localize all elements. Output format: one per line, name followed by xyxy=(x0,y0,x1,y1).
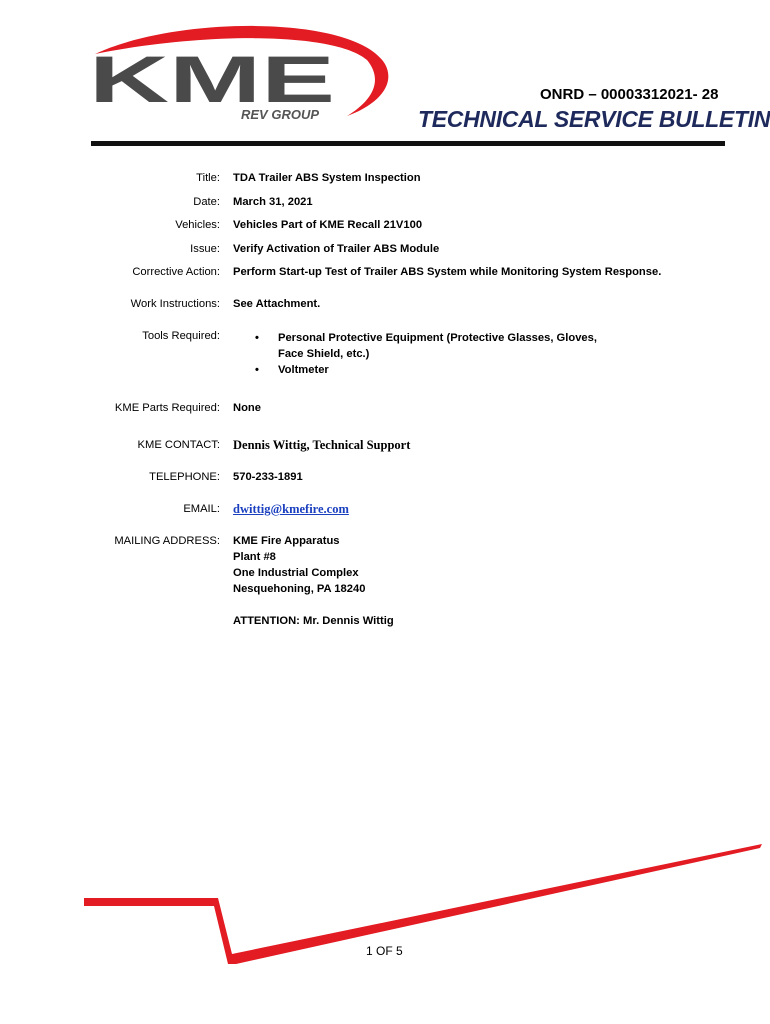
tools-list xyxy=(250,330,608,378)
email-link[interactable]: dwittig@kmefire.com xyxy=(233,502,349,516)
contact-label: KME CONTACT: xyxy=(137,439,220,451)
address-line-2: Plant #8 xyxy=(233,551,276,563)
kme-parts-value: None xyxy=(233,402,261,414)
issue-label: Issue: xyxy=(190,243,220,255)
attention-line: ATTENTION: Mr. Dennis Wittig xyxy=(233,615,394,627)
vehicles-label: Vehicles: xyxy=(175,219,220,231)
footer-red-swoosh xyxy=(0,830,770,990)
telephone-label: TELEPHONE: xyxy=(149,471,220,483)
bullet-icon: • xyxy=(255,364,259,376)
list-item: • Personal Protective Equipment (Protective Glasses, Gloves, Face Shield, etc.) xyxy=(255,332,597,360)
kme-rev-group-logo xyxy=(85,24,395,124)
list-item: • Voltmeter xyxy=(255,364,329,376)
corrective-action-value: Perform Start-up Test of Trailer ABS System while Monitoring System Response. xyxy=(233,266,662,278)
corrective-action-label: Corrective Action: xyxy=(132,266,220,278)
contact-value: Dennis Wittig, Technical Support xyxy=(233,438,411,452)
kme-parts-label: KME Parts Required: xyxy=(114,402,220,414)
tools-required-label: Tools Required: xyxy=(142,330,220,342)
logo-group-text: REV GROUP xyxy=(241,107,320,122)
header-rule xyxy=(91,141,725,146)
email-label: EMAIL: xyxy=(183,503,220,515)
vehicles-value: Vehicles Part of KME Recall 21V100 xyxy=(233,219,423,231)
address-line-1: KME Fire Apparatus xyxy=(233,535,340,547)
title-value: TDA Trailer ABS System Inspection xyxy=(233,172,421,184)
address-line-3: One Industrial Complex xyxy=(233,567,359,579)
logo-kme-text: KME xyxy=(89,42,335,116)
bullet-icon: • xyxy=(255,332,259,344)
page-number: 1 OF 5 xyxy=(366,944,403,958)
work-instructions-label: Work Instructions: xyxy=(130,298,220,310)
date-value: March 31, 2021 xyxy=(233,196,313,208)
bulletin-title: TECHNICAL SERVICE BULLETIN xyxy=(418,106,770,132)
issue-value: Verify Activation of Trailer ABS Module xyxy=(233,243,440,255)
title-label: Title: xyxy=(196,172,220,184)
telephone-value: 570-233-1891 xyxy=(233,471,303,483)
work-instructions-value: See Attachment. xyxy=(233,298,321,310)
address-line-4: Nesquehoning, PA 18240 xyxy=(233,583,366,595)
mailing-address-label: MAILING ADDRESS: xyxy=(114,535,220,547)
date-label: Date: xyxy=(193,196,220,208)
onrd-number: ONRD – 00003312021- 28 xyxy=(540,86,719,103)
